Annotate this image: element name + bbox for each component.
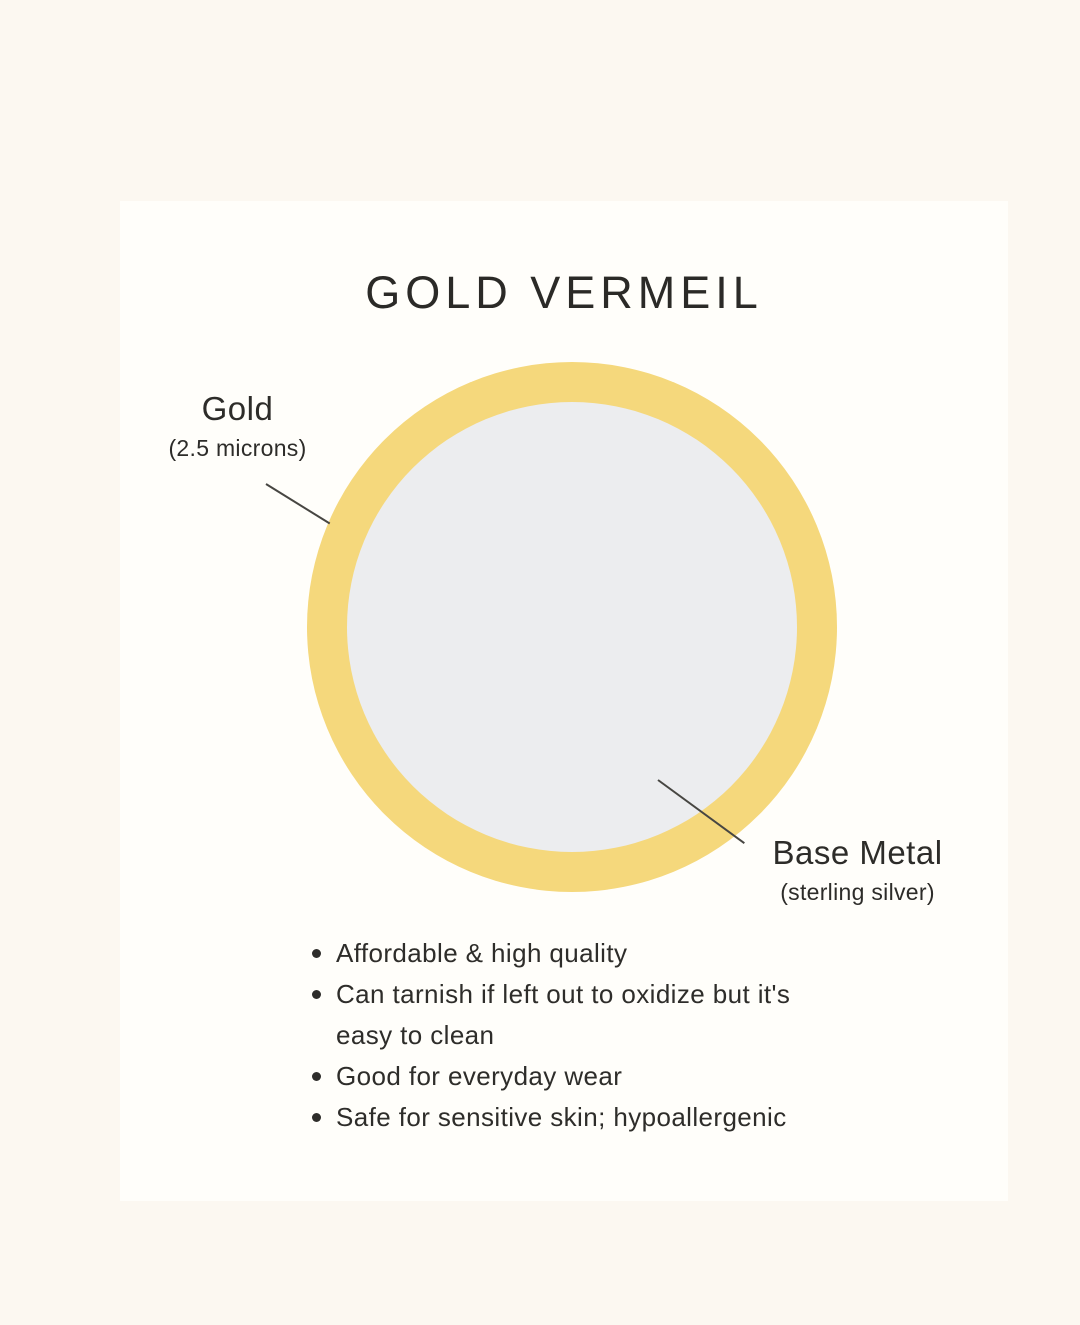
benefits-list	[309, 933, 869, 1138]
bullet-text-continuation: easy to clean	[336, 1020, 495, 1050]
page-title: GOLD VERMEIL	[365, 267, 763, 318]
base-metal-label-title: Base Metal	[772, 834, 943, 871]
base-metal-circle	[347, 402, 797, 852]
list-item	[309, 1097, 869, 1138]
bullet-dot	[312, 1113, 321, 1122]
content-panel	[120, 201, 1008, 1201]
bullet-text: Affordable & high quality	[336, 938, 628, 968]
bullet-dot	[312, 949, 321, 958]
base-metal-label	[755, 833, 960, 906]
gold-pointer-line	[265, 483, 330, 524]
bullet-text: Can tarnish if left out to oxidize but it's	[336, 979, 791, 1009]
gold-label-title: Gold	[201, 390, 274, 427]
bullet-dot	[312, 990, 321, 999]
bullet-dot	[312, 1072, 321, 1081]
gold-label	[150, 389, 325, 462]
gold-label-subtitle: (2.5 microns)	[168, 435, 307, 461]
bullet-text: Safe for sensitive skin; hypoallergenic	[336, 1102, 787, 1132]
list-item	[309, 1056, 869, 1097]
base-metal-label-subtitle: (sterling silver)	[780, 879, 935, 905]
bullet-text: Good for everyday wear	[336, 1061, 623, 1091]
gold-ring-shape	[307, 362, 837, 892]
list-item	[309, 933, 869, 974]
list-item	[309, 974, 869, 1056]
